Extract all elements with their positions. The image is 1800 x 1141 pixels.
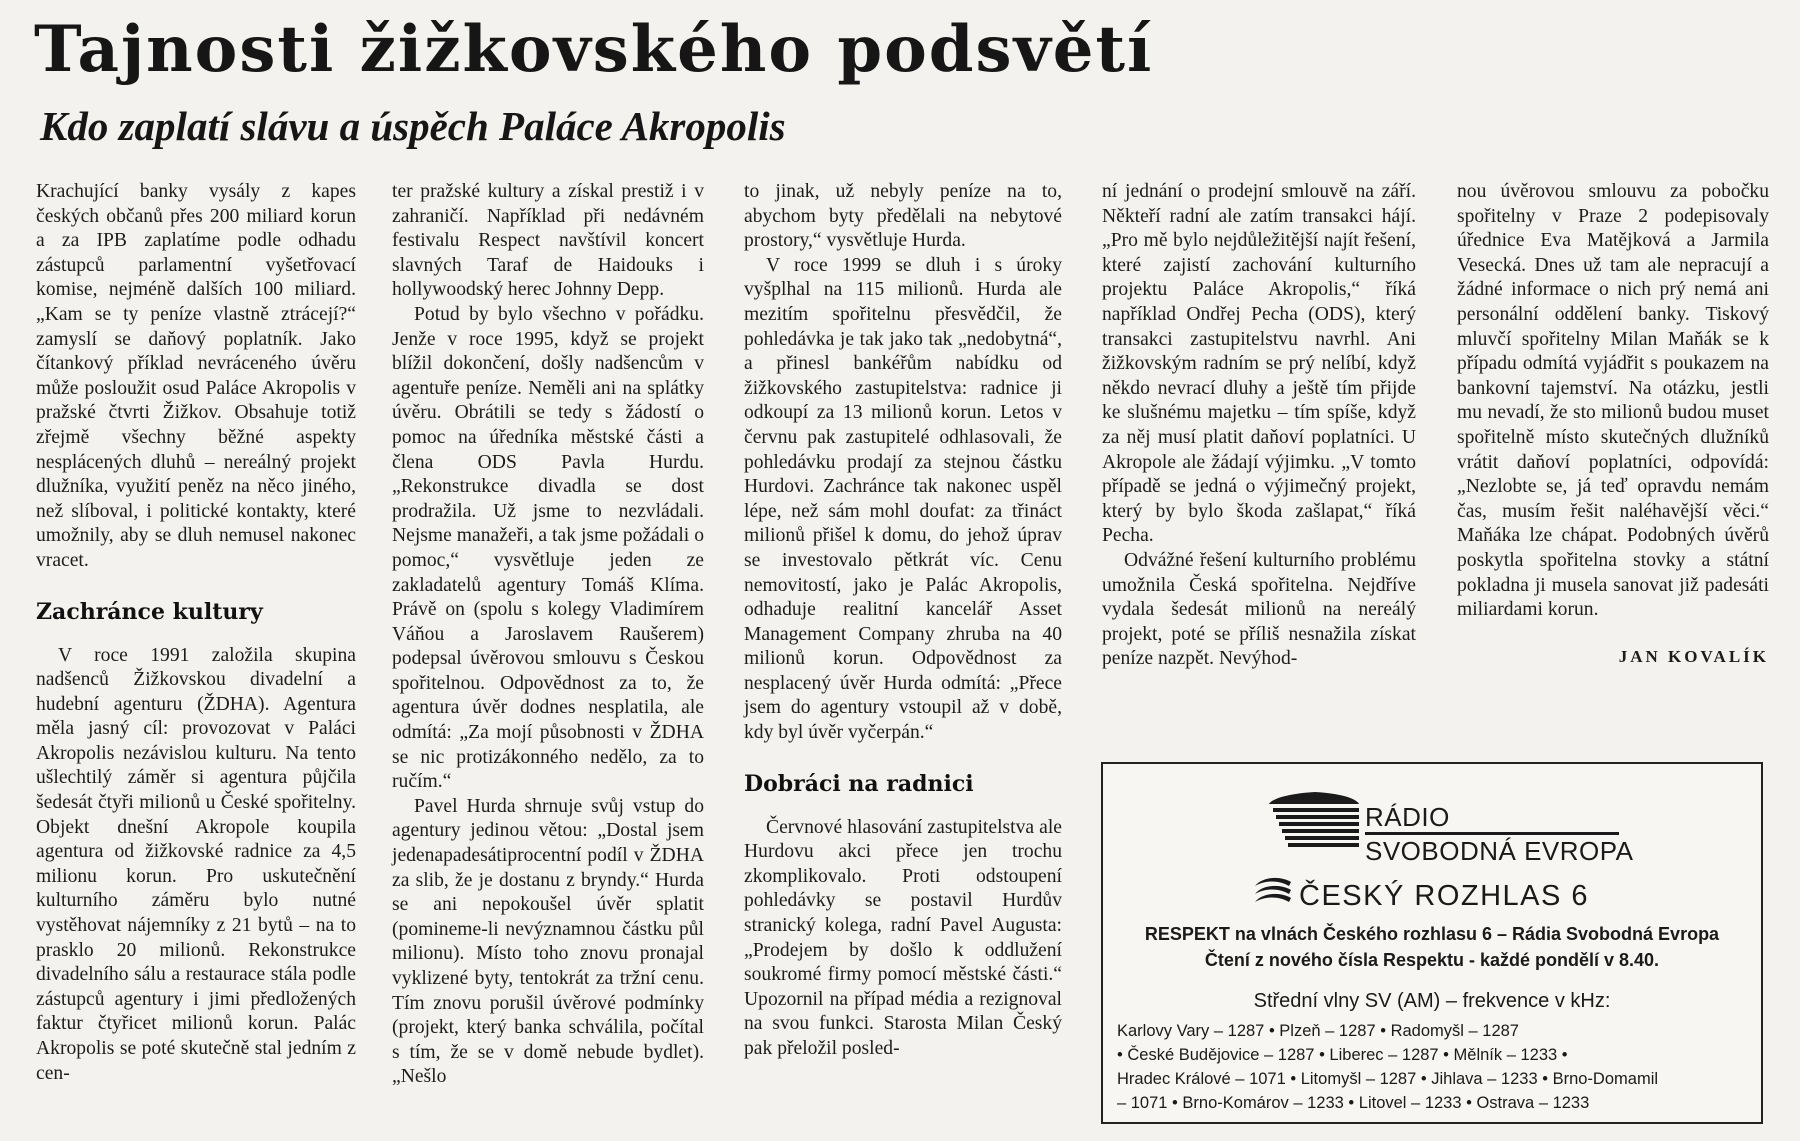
- article-paragraph: Červnové hlasování zastupitelstva ale Hurdovu akci přece jen trochu zkomplikovalo. Proti odstoupení pohledávky se postavil Hurdův stranický kolega, radní Pavel Augusta: „Prodejem by došlo k oddlužení soukromé firmy pomocí městské části.“ Upozornil na případ média a rezignoval na svou funkci. Starosta Milan Český pak přeložil posled-: [744, 816, 1062, 1059]
- frequency-row: – 1071 • Brno-Komárov – 1233 • Litovel – 1233 • Ostrava – 1233: [1117, 1094, 1590, 1112]
- article-column-5: [1457, 180, 1769, 669]
- article-paragraph: nou úvěrovou smlouvu za pobočku spořitelny v Praze 2 podepisovaly úřednice Eva Matějková a Jarmila Vesecká. Dnes už tam ale nepracují a žádné informace o nich prý nemá ani personální oddělení banky. Tiskový mluvčí spořitelny Milan Maňák se k případu odmítá vyjádřit s poukazem na bankovní tajemství. Na otázku, jestli mu nevadí, že sto milionů budou muset spořitelně místo skutečných dlužníků vrátit daňoví poplatníci, odpovídá: „Nezlobte se, já teď opravdu nemám čas, musím řešit naléhavější věci.“ Maňáka lze chápat. Podobných úvěrů poskytla spořitelna stovky a státní pokladna ji musela sanovat již padesáti miliardami korun.: [1457, 181, 1769, 621]
- brand-divider: [1365, 832, 1619, 835]
- article-paragraph: Odvážné řešení kulturního problému umožnila Česká spořitelna. Nejdříve vydala šedesát milionů na nereálý projekt, poté se příliš nesnažila získat peníze nazpět. Nevýhod-: [1102, 549, 1416, 670]
- section-heading: Zachránce kultury: [36, 598, 263, 625]
- article-column-1: [36, 180, 356, 1086]
- article-paragraph: to jinak, už nebyly peníze na to, abychom byty předělali na nebytové prostory,“ vysvětluje Hurda.: [744, 181, 1062, 252]
- article-paragraph: V roce 1999 se dluh i s úroky vyšplhal na 115 milionů. Hurda ale mezitím spořitelnu přesvědčil, že pohledávka je tak jako tak „nedobytná“, a přinesl bankéřům nabídku od žižkovského zastupitelstva: radnice ji odkoupí za 13 milionů korun. Letos v červnu pak zastupitelé odhlasovali, že pohledávku prodají za stejnou částku Hurdovi. Zachránce tak nakonec uspěl lépe, než sám mohl doufat: za třináct milionů přišel k domu, do jehož úprav se investovalo pětkrát víc. Cenu nemovitostí, jako je Palác Akropolis, odhaduje realitní kancelář Asset Management Company zhruba na 40 milionů korun. Odpovědnost za nesplacený úvěr Hurda odmítá: „Přece jsem do agentury vstoupil až v době, kdy byl úvěr vyčerpán.“: [744, 254, 1062, 744]
- frequency-row: Hradec Králové – 1071 • Litomyšl – 1287 • Jihlava – 1233 • Brno-Domamil: [1117, 1070, 1659, 1088]
- article-paragraph: ní jednání o prodejní smlouvě na září. Někteří radní ale zatím transakci hájí. „Pro mě bylo nejdůležitější najít řešení, které zajistí zachování kulturního projektu Paláce Akropolis,“ říká například Ondřej Pecha (ODS), který transakci zastupitelstvu navrhl. Ani žižkovským radním se prý nelíbí, když někdo nevrací dluhy a ještě tím přijde ke slušnému majetku – tím spíše, když za něj musí platit daňoví poplatníci. U Akropole ale žádají výjimku. „V tomto případě se jedná o výjimečný projekt, který by bylo škoda zašlapat,“ říká Pecha.: [1102, 181, 1416, 547]
- cesky-rozhlas-brand: ČESKÝ ROZHLAS 6: [1299, 880, 1590, 912]
- ad-headline-2: Čtení z nového čísla Respektu - každé pondělí v 8.40.: [1204, 950, 1660, 970]
- article-column-4: [1102, 180, 1416, 672]
- article-paragraph: Pavel Hurda shrnuje svůj vstup do agentury jedinou větou: „Dostal jsem jedenapadesátiprocentní podíl v ŽDHA za slib, že je dostanu z bryndy.“ Hurda se ani nepokoušel úvěr splatit (pomineme-li nevýznamnou částku půl milionu). Místo toho znovu pronajal vyklizené byty, tentokrát za tržní cenu. Tím znovu porušil úvěrové podmínky (projekt, který banka schválila, počítal s tím, že se v domě nebude bydlet). „Nešlo: [392, 795, 704, 1088]
- cesky-rozhlas-logo-icon: [1251, 876, 1295, 910]
- section-heading: Dobráci na radnici: [744, 770, 974, 797]
- ad-headline-1: RESPEKT na vlnách Českého rozhlasu 6 – Rádia Svobodná Evropa: [1144, 924, 1720, 944]
- frequency-row: • České Budějovice – 1287 • Liberec – 1287 • Mělník – 1233 •: [1117, 1046, 1568, 1064]
- article-column-2: [392, 180, 704, 1090]
- article-paragraph: V roce 1991 založila skupina nadšenců Žižkovskou divadelní a hudební agenturu (ŽDHA). Agentura měla jasný cíl: provozovat v Paláci Akropolis nezávislou kulturu. Na tento ušlechtilý záměr si agentura půjčila šedesát čtyři milionů u České spořitelny. Objekt dnešní Akropole koupila agentura od žižkovské radnice za 4,5 milionu korun. Pro uskutečnění kulturního záměru bylo nutné vystěhovat nájemníky z 21 bytů – na to prasklo 20 milionů. Rekonstrukce divadelního sálu a restaurace stála podle zástupců agentury i jimi předložených faktur čtyřicet milionů korun. Palác Akropolis se poté skutečně stal jedním z cen-: [36, 644, 356, 1084]
- article-subheadline: Kdo zaplatí slávu a úspěch Paláce Akropolis: [40, 103, 786, 149]
- article-paragraph: ter pražské kultury a získal prestiž i v zahraničí. Například při nedávném festivalu Respect navštívil koncert slavných Taraf de Haidouks i hollywoodský herec Johnny Depp.: [392, 181, 704, 301]
- radio-free-europe-logo-icon: [1263, 790, 1363, 852]
- article-headline: Tajnosti žižkovského podsvětí: [34, 12, 1154, 87]
- article-paragraph: Potud by bylo všechno v pořádku. Jenže v roce 1995, když se projekt blížil dokončení, došly nadšencům v agentuře peníze. Neměli ani na splátky úvěru. Obrátili se tedy s žádostí o pomoc na úředníka městské části a člena ODS Pavla Hurdu. „Rekonstrukce divadla se dost prodražila. Už jsme to nezvládali. Nejsme manažeři, a tak jsme požádali o pomoc,“ vysvětluje jeden ze zakladatelů agentury Tomáš Klíma. Právě on (spolu s kolegy Vladimírem Váňou a Jaroslavem Raušerem) podepsal úvěrovou smlouvu s Českou spořitelnou. Odpovědnost za to, že agentura úvěr dodnes nesplatila, ale odmítá: „Za mojí působnosti v ŽDHA se nic protizákonného nedělo, za to ručím.“: [392, 303, 704, 793]
- frequency-row: Karlovy Vary – 1287 • Plzeň – 1287 • Radomyšl – 1287: [1117, 1022, 1519, 1040]
- radio-brand-line1: RÁDIO: [1365, 802, 1450, 832]
- radio-brand-line2: SVOBODNÁ EVROPA: [1365, 836, 1634, 866]
- author-byline: JAN KOVALÍK: [1618, 646, 1769, 666]
- frequency-title: Střední vlny SV (AM) – frekvence v kHz:: [1253, 990, 1611, 1012]
- article-column-3: [744, 180, 1062, 1062]
- article-paragraph: Krachující banky vysály z kapes českých občanů přes 200 miliard korun a za IPB zaplatíme podle odhadu zástupců parlamentní vyšetřovací komise, nejméně dalších 100 miliard. „Kam se ty peníze vlastně ztrácejí?“ zamyslí se daňový poplatník. Jako čítankový příklad nevráceného úvěru může posloužit osud Paláce Akropolis v pražské čtvrti Žižkov. Obsahuje totiž zřejmě všechny běžné aspekty nesplácených dluhů – nereálný projekt dlužníka, využití peněz na něco jiného, než slíboval, i politické kontakty, které umožnily, aby se dluh nemusel nakonec vracet.: [36, 181, 356, 571]
- radio-advertisement: [1101, 762, 1763, 1124]
